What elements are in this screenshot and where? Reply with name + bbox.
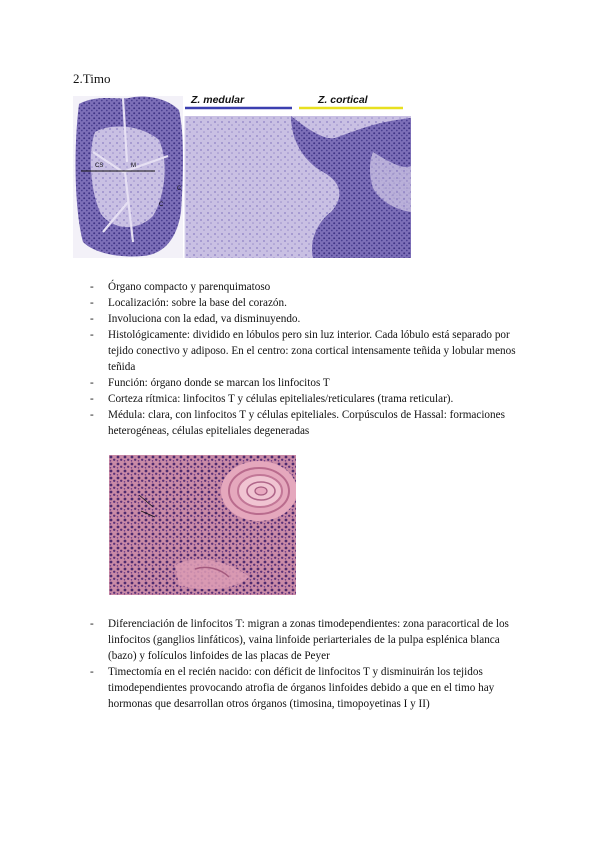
bullet-marker: - [90,329,94,341]
bullet-marker: - [90,618,94,630]
list-item-text: Médula: clara, con linfocitos T y células epiteliales. Corpúsculos de Hassal: formaciones heterogéneas, células epiteliales degeneradas [108,409,505,437]
list-item [90,391,530,407]
micro-label-cs: CS [95,163,104,169]
thymus-histology-figure [73,92,411,258]
list-item-text: Corteza rítmica: linfocitos T y células epiteliales/reticulares (trama reticular). [108,393,454,405]
bullet-list-function [90,616,530,712]
micro-label-c1: C [177,186,182,192]
list-item-text: Localización: sobre la base del corazón. [108,297,287,309]
micro-label-c2: C [159,202,164,208]
bullet-list-properties [90,279,530,439]
list-item [90,327,530,375]
list-item [90,375,530,391]
micro-label-m: M [131,163,136,169]
bullet-marker: - [90,281,94,293]
list-item-text: Función: órgano donde se marcan los linfocitos T [108,377,330,389]
label-cortical: Z. cortical [318,94,368,106]
bullet-marker: - [90,393,94,405]
list-item [90,311,530,327]
list-item-text: Histológicamente: dividido en lóbulos pero sin luz interior. Cada lóbulo está separado por tejido conectivo y adiposo. En el centro: zona cortical intensamente teñida y lobular menos teñida [108,329,516,373]
label-medular: Z. medular [191,94,245,106]
list-item [90,664,530,712]
list-item [90,295,530,311]
bullet-marker: - [90,297,94,309]
list-item-text: Timectomía en el recién nacido: con déficit de linfocitos T y disminuirán los tejidos timodependientes provocando atrofia de órganos linfoides debido a que en el timo hay hormonas que desarrollan otros órganos (timosina, timopoyetinas I y II) [108,666,495,710]
bullet-marker: - [90,409,94,421]
bullet-marker: - [90,377,94,389]
bullet-marker: - [90,313,94,325]
list-item-text: Diferenciación de linfocitos T: migran a zonas timodependientes: zona paracortical de los linfocitos (ganglios linfáticos), vaina linfoide periarteriales de la pulpa esplénica blanca (bazo) y folículos linfoides de las placas de Peyer [108,618,509,662]
hassall-corpuscle-figure [109,455,296,595]
list-item-text: Involuciona con la edad, va disminuyendo. [108,313,301,325]
list-item [90,616,530,664]
bullet-marker: - [90,666,94,678]
list-item [90,407,530,439]
list-item [90,279,530,295]
list-item-text: Órgano compacto y parenquimatoso [108,281,271,293]
section-title: 2.Timo [73,71,111,86]
